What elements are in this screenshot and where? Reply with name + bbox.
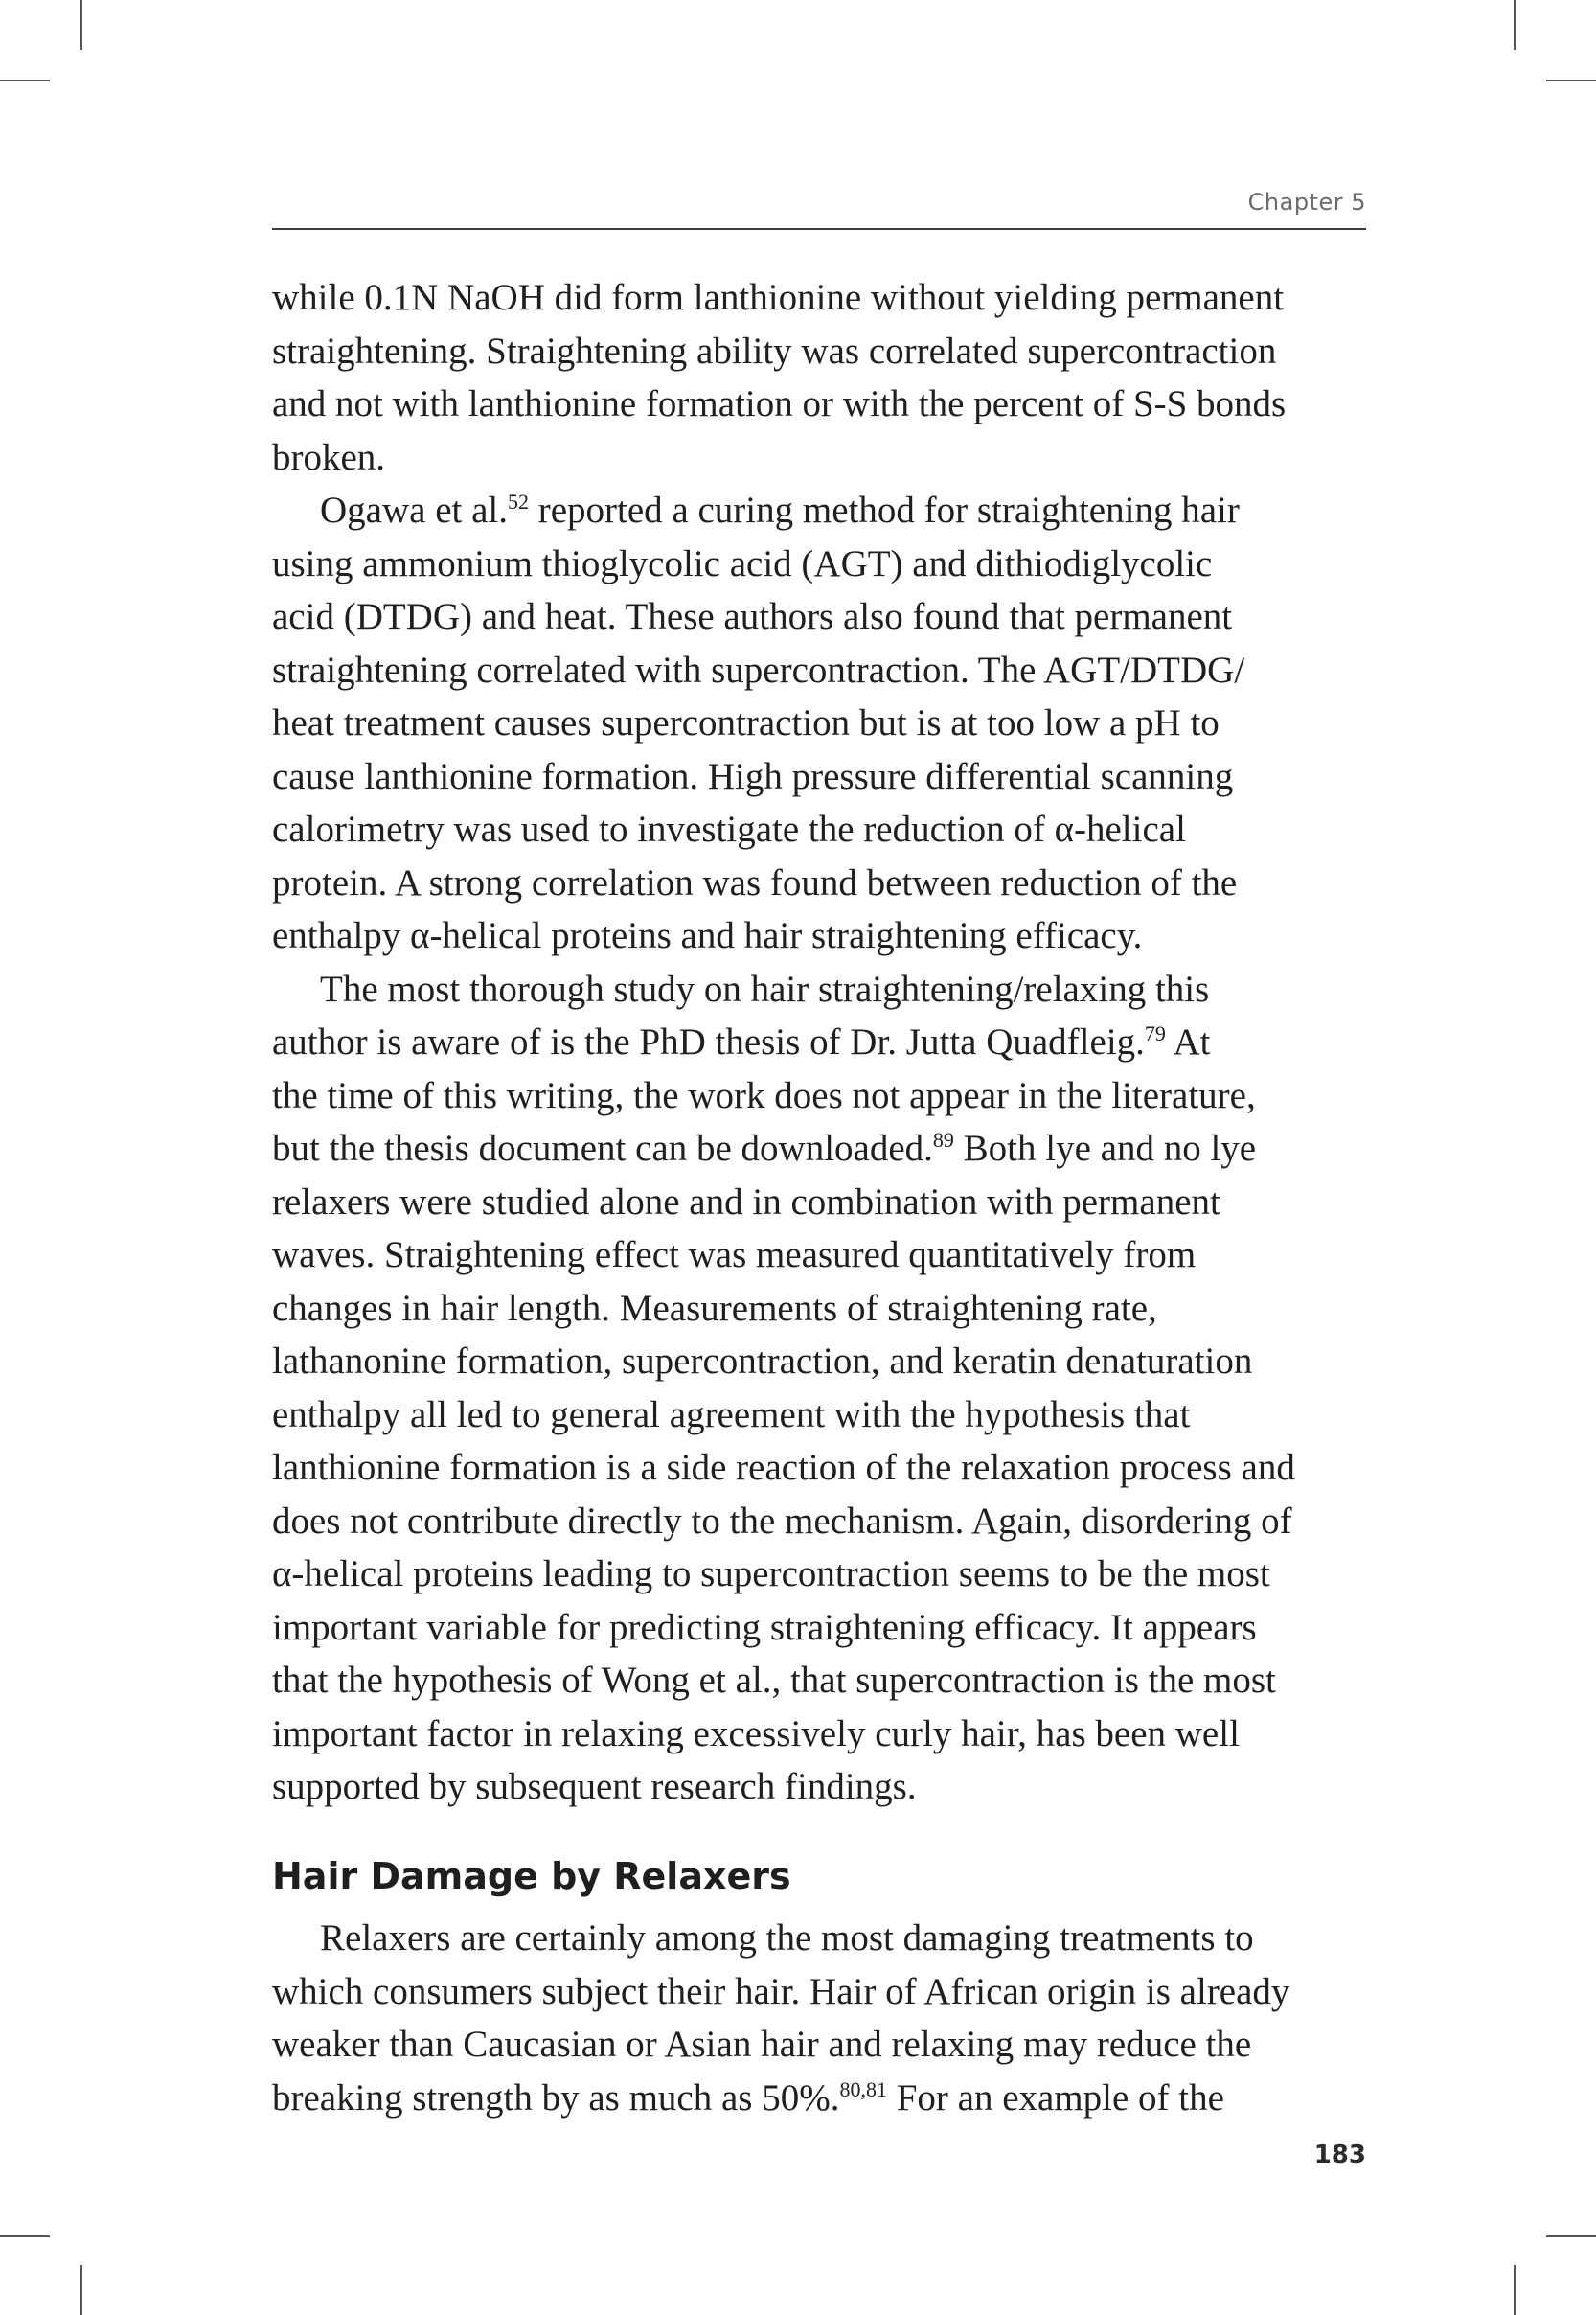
running-head: Chapter 5	[1247, 189, 1366, 216]
text-line	[272, 1495, 1374, 1548]
line-text: cause lanthionine formation. High pressure differential scanning	[272, 755, 1234, 797]
citation-superscript: 80,81	[839, 2076, 887, 2101]
crop-mark-bottom-right-v	[1514, 2265, 1516, 2315]
line-text: α-helical proteins leading to supercontraction seems to be the most	[272, 1553, 1270, 1594]
line-text: For an example of the	[886, 2076, 1224, 2119]
text-line	[272, 378, 1374, 431]
crop-mark-top-right-h	[1546, 80, 1596, 81]
line-text: important variable for predicting straightening efficacy. It appears	[272, 1606, 1257, 1648]
line-text: acid (DTDG) and heat. These authors also found that permanent	[272, 596, 1233, 637]
line-text: broken.	[272, 436, 386, 478]
line-text: straightening. Straightening ability was correlated supercontraction	[272, 330, 1277, 372]
crop-mark-top-left-v	[80, 0, 82, 50]
crop-mark-bottom-left-h	[0, 2235, 50, 2237]
text-line	[272, 1601, 1374, 1655]
text-line	[272, 1654, 1374, 1708]
line-text: important factor in relaxing excessively curly hair, has been well	[272, 1712, 1240, 1754]
text-line	[272, 2072, 1374, 2125]
text-line	[272, 1441, 1374, 1495]
crop-mark-bottom-left-v	[80, 2265, 82, 2315]
line-text: waves. Straightening effect was measured quantitatively from	[272, 1234, 1197, 1275]
line-text: reported a curing method for straightening hair	[529, 490, 1240, 531]
line-text: author is aware of is the PhD thesis of Dr. Jutta Quadfleig.	[272, 1021, 1145, 1063]
text-line	[272, 963, 1374, 1017]
text-line	[272, 1228, 1374, 1282]
citation-superscript: 79	[1144, 1021, 1166, 1045]
page-number: 183	[1313, 2141, 1366, 2169]
line-text: breaking strength by as much as 50%.	[272, 2076, 840, 2119]
text-line	[272, 2018, 1374, 2072]
text-line	[272, 1335, 1374, 1388]
text-line	[272, 803, 1374, 857]
text-line	[272, 1122, 1374, 1176]
text-line	[272, 1708, 1374, 1761]
text-line	[272, 1912, 1374, 1965]
text-line	[272, 590, 1374, 644]
text-line	[272, 857, 1374, 910]
line-text: does not contribute directly to the mechanism. Again, disordering of	[272, 1500, 1292, 1542]
header-rule	[272, 228, 1366, 230]
line-text: supported by subsequent research findings.	[272, 1766, 917, 1807]
line-text: At	[1165, 1021, 1211, 1063]
line-text: the time of this writing, the work does not appear in the literature,	[272, 1074, 1256, 1116]
text-line	[272, 750, 1374, 804]
line-text: which consumers subject their hair. Hair of African origin is already	[272, 1970, 1290, 2012]
text-line	[272, 1760, 1374, 1814]
line-text: using ammonium thioglycolic acid (AGT) and dithiodiglycolic	[272, 542, 1213, 584]
citation-superscript: 52	[508, 490, 529, 514]
text-line	[272, 325, 1374, 378]
body-text-block-2	[272, 1912, 1374, 2124]
text-line	[272, 1069, 1374, 1123]
line-text: Ogawa et al.	[320, 490, 508, 531]
line-text: enthalpy α-helical proteins and hair straightening efficacy.	[272, 915, 1143, 956]
text-line	[272, 909, 1374, 963]
text-line	[272, 1282, 1374, 1336]
text-line	[272, 484, 1374, 538]
text-line	[272, 1016, 1374, 1069]
text-line	[272, 431, 1374, 485]
line-text: changes in hair length. Measurements of straightening rate,	[272, 1287, 1157, 1329]
citation-superscript: 89	[932, 1128, 954, 1152]
line-text: weaker than Caucasian or Asian hair and relaxing may reduce the	[272, 2024, 1252, 2065]
line-text: while 0.1N NaOH did form lanthionine without yielding permanent	[272, 277, 1285, 318]
text-line	[272, 271, 1374, 325]
line-text: lanthionine formation is a side reaction of the relaxation process and	[272, 1447, 1295, 1488]
text-line	[272, 1388, 1374, 1442]
crop-mark-top-right-v	[1514, 0, 1516, 50]
line-text: but the thesis document can be downloaded.	[272, 1128, 933, 1169]
body-text-block-1	[272, 271, 1374, 1814]
line-text: and not with lanthionine formation or with the percent of S-S bonds	[272, 383, 1287, 424]
line-text: calorimetry was used to investigate the reduction of α-helical	[272, 809, 1186, 850]
text-line	[272, 538, 1374, 591]
line-text: Both lye and no lye	[953, 1128, 1257, 1169]
line-text: Relaxers are certainly among the most damaging treatments to	[320, 1917, 1254, 1959]
text-line	[272, 697, 1374, 750]
section-heading: Hair Damage by Relaxers	[272, 1855, 791, 1897]
line-text: that the hypothesis of Wong et al., that supercontraction is the most	[272, 1660, 1276, 1701]
crop-mark-top-left-h	[0, 80, 50, 81]
line-text: relaxers were studied alone and in combination with permanent	[272, 1180, 1220, 1223]
line-text: straightening correlated with supercontraction. The AGT/DTDG/	[272, 649, 1245, 691]
text-line	[272, 1547, 1374, 1601]
text-line	[272, 1176, 1374, 1229]
line-text: enthalpy all led to general agreement with the hypothesis that	[272, 1393, 1191, 1435]
line-text: protein. A strong correlation was found between reduction of the	[272, 861, 1238, 904]
crop-mark-bottom-right-h	[1546, 2235, 1596, 2237]
line-text: lathanonine formation, supercontraction, and keratin denaturation	[272, 1341, 1253, 1382]
text-line	[272, 644, 1374, 698]
text-line	[272, 1965, 1374, 2019]
line-text: heat treatment causes supercontraction but is at too low a pH to	[272, 702, 1220, 744]
line-text: The most thorough study on hair straightening/relaxing this	[320, 968, 1210, 1010]
